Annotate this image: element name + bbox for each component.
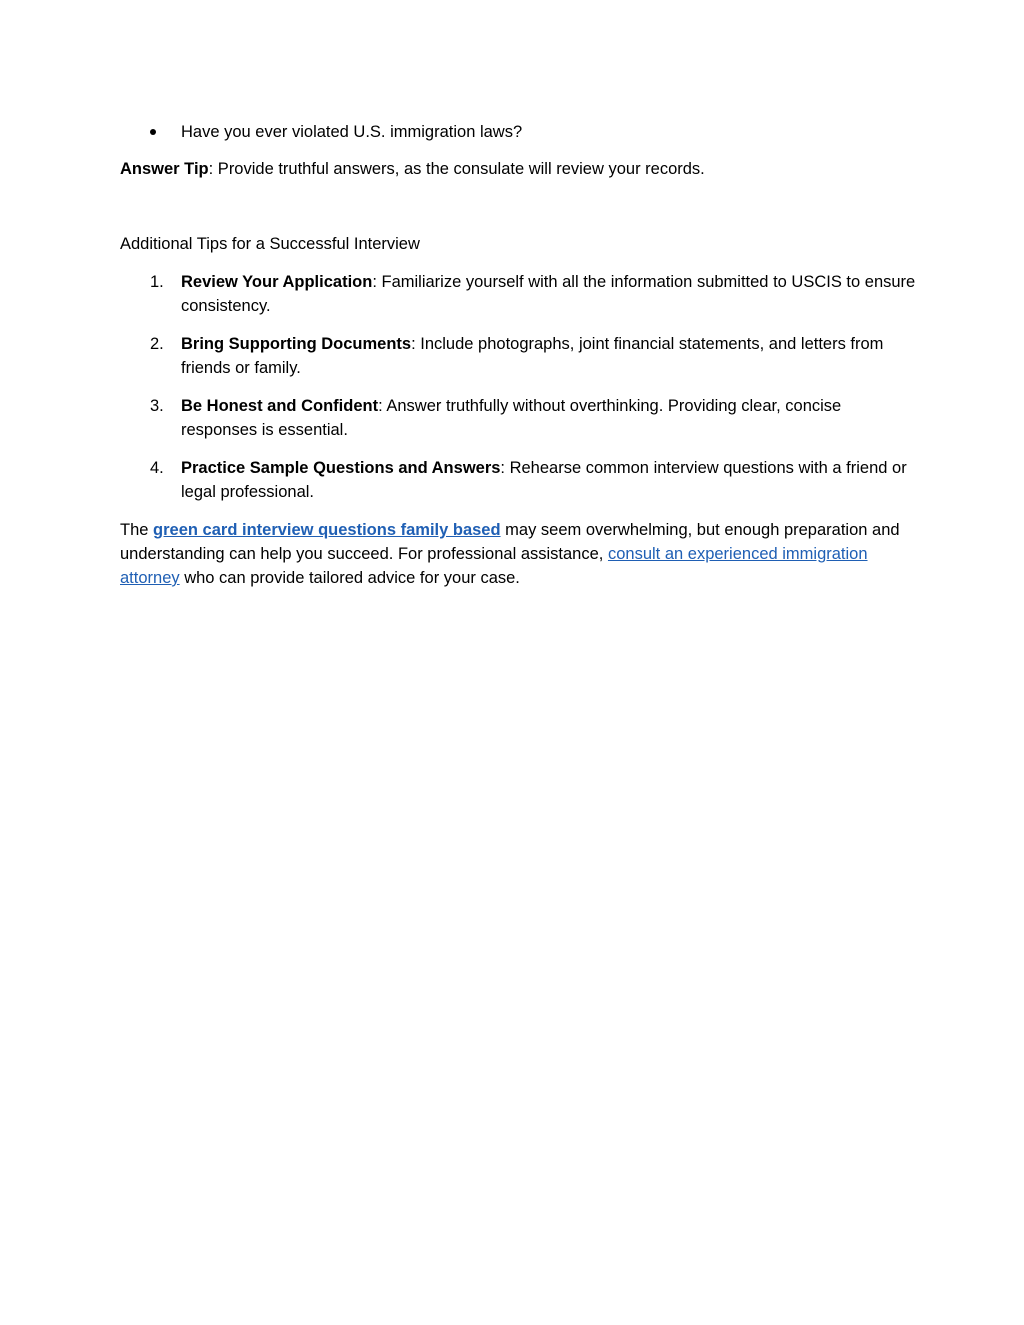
bullet-icon	[150, 129, 156, 135]
list-item	[0, 332, 1024, 394]
list-item-body	[181, 270, 916, 318]
list-item	[0, 270, 1024, 332]
tips-list	[0, 270, 1024, 518]
list-item-title: Be Honest and Confident	[181, 397, 379, 415]
list-item-number: 1.	[150, 273, 164, 291]
list-item-text: : Familiarize yourself with all the information submitted to USCIS to ensure consistency.	[181, 273, 916, 315]
closing-prefix: The	[120, 521, 154, 539]
list-item	[0, 394, 1024, 456]
closing-suffix: who can provide tailored advice for your case.	[179, 569, 520, 587]
list-item-text: : Answer truthfully without overthinking. Providing clear, concise responses is essential.	[181, 397, 842, 439]
closing-paragraph	[120, 518, 910, 590]
list-item-title: Bring Supporting Documents	[181, 335, 412, 353]
list-item-number: 3.	[150, 397, 164, 415]
list-item-body	[181, 332, 916, 380]
immigration-attorney-link[interactable]: consult an experienced immigration attorney	[120, 545, 868, 587]
answer-tip-paragraph	[120, 157, 920, 181]
bullet-text: Have you ever violated U.S. immigration laws?	[181, 123, 523, 141]
list-item-number: 2.	[150, 335, 164, 353]
list-item-title: Review Your Application	[181, 273, 373, 291]
closing-middle: may seem overwhelming, but enough preparation and understanding can help you succeed. For professional assistance,	[120, 521, 900, 563]
green-card-questions-link[interactable]: green card interview questions family based	[153, 521, 501, 539]
list-item-text: : Rehearse common interview questions with a friend or legal professional.	[181, 459, 907, 501]
bullet-list-item	[0, 120, 1024, 144]
list-item	[0, 456, 1024, 518]
list-item-title: Practice Sample Questions and Answers	[181, 459, 501, 477]
list-item-number: 4.	[150, 459, 164, 477]
answer-tip-text: : Provide truthful answers, as the consulate will review your records.	[208, 160, 705, 178]
list-item-body	[181, 394, 916, 442]
answer-tip-label: Answer Tip	[120, 160, 209, 178]
section-heading: Additional Tips for a Successful Interview	[120, 235, 420, 253]
list-item-text: : Include photographs, joint financial statements, and letters from friends or family.	[181, 335, 884, 377]
list-item-body	[181, 456, 916, 504]
